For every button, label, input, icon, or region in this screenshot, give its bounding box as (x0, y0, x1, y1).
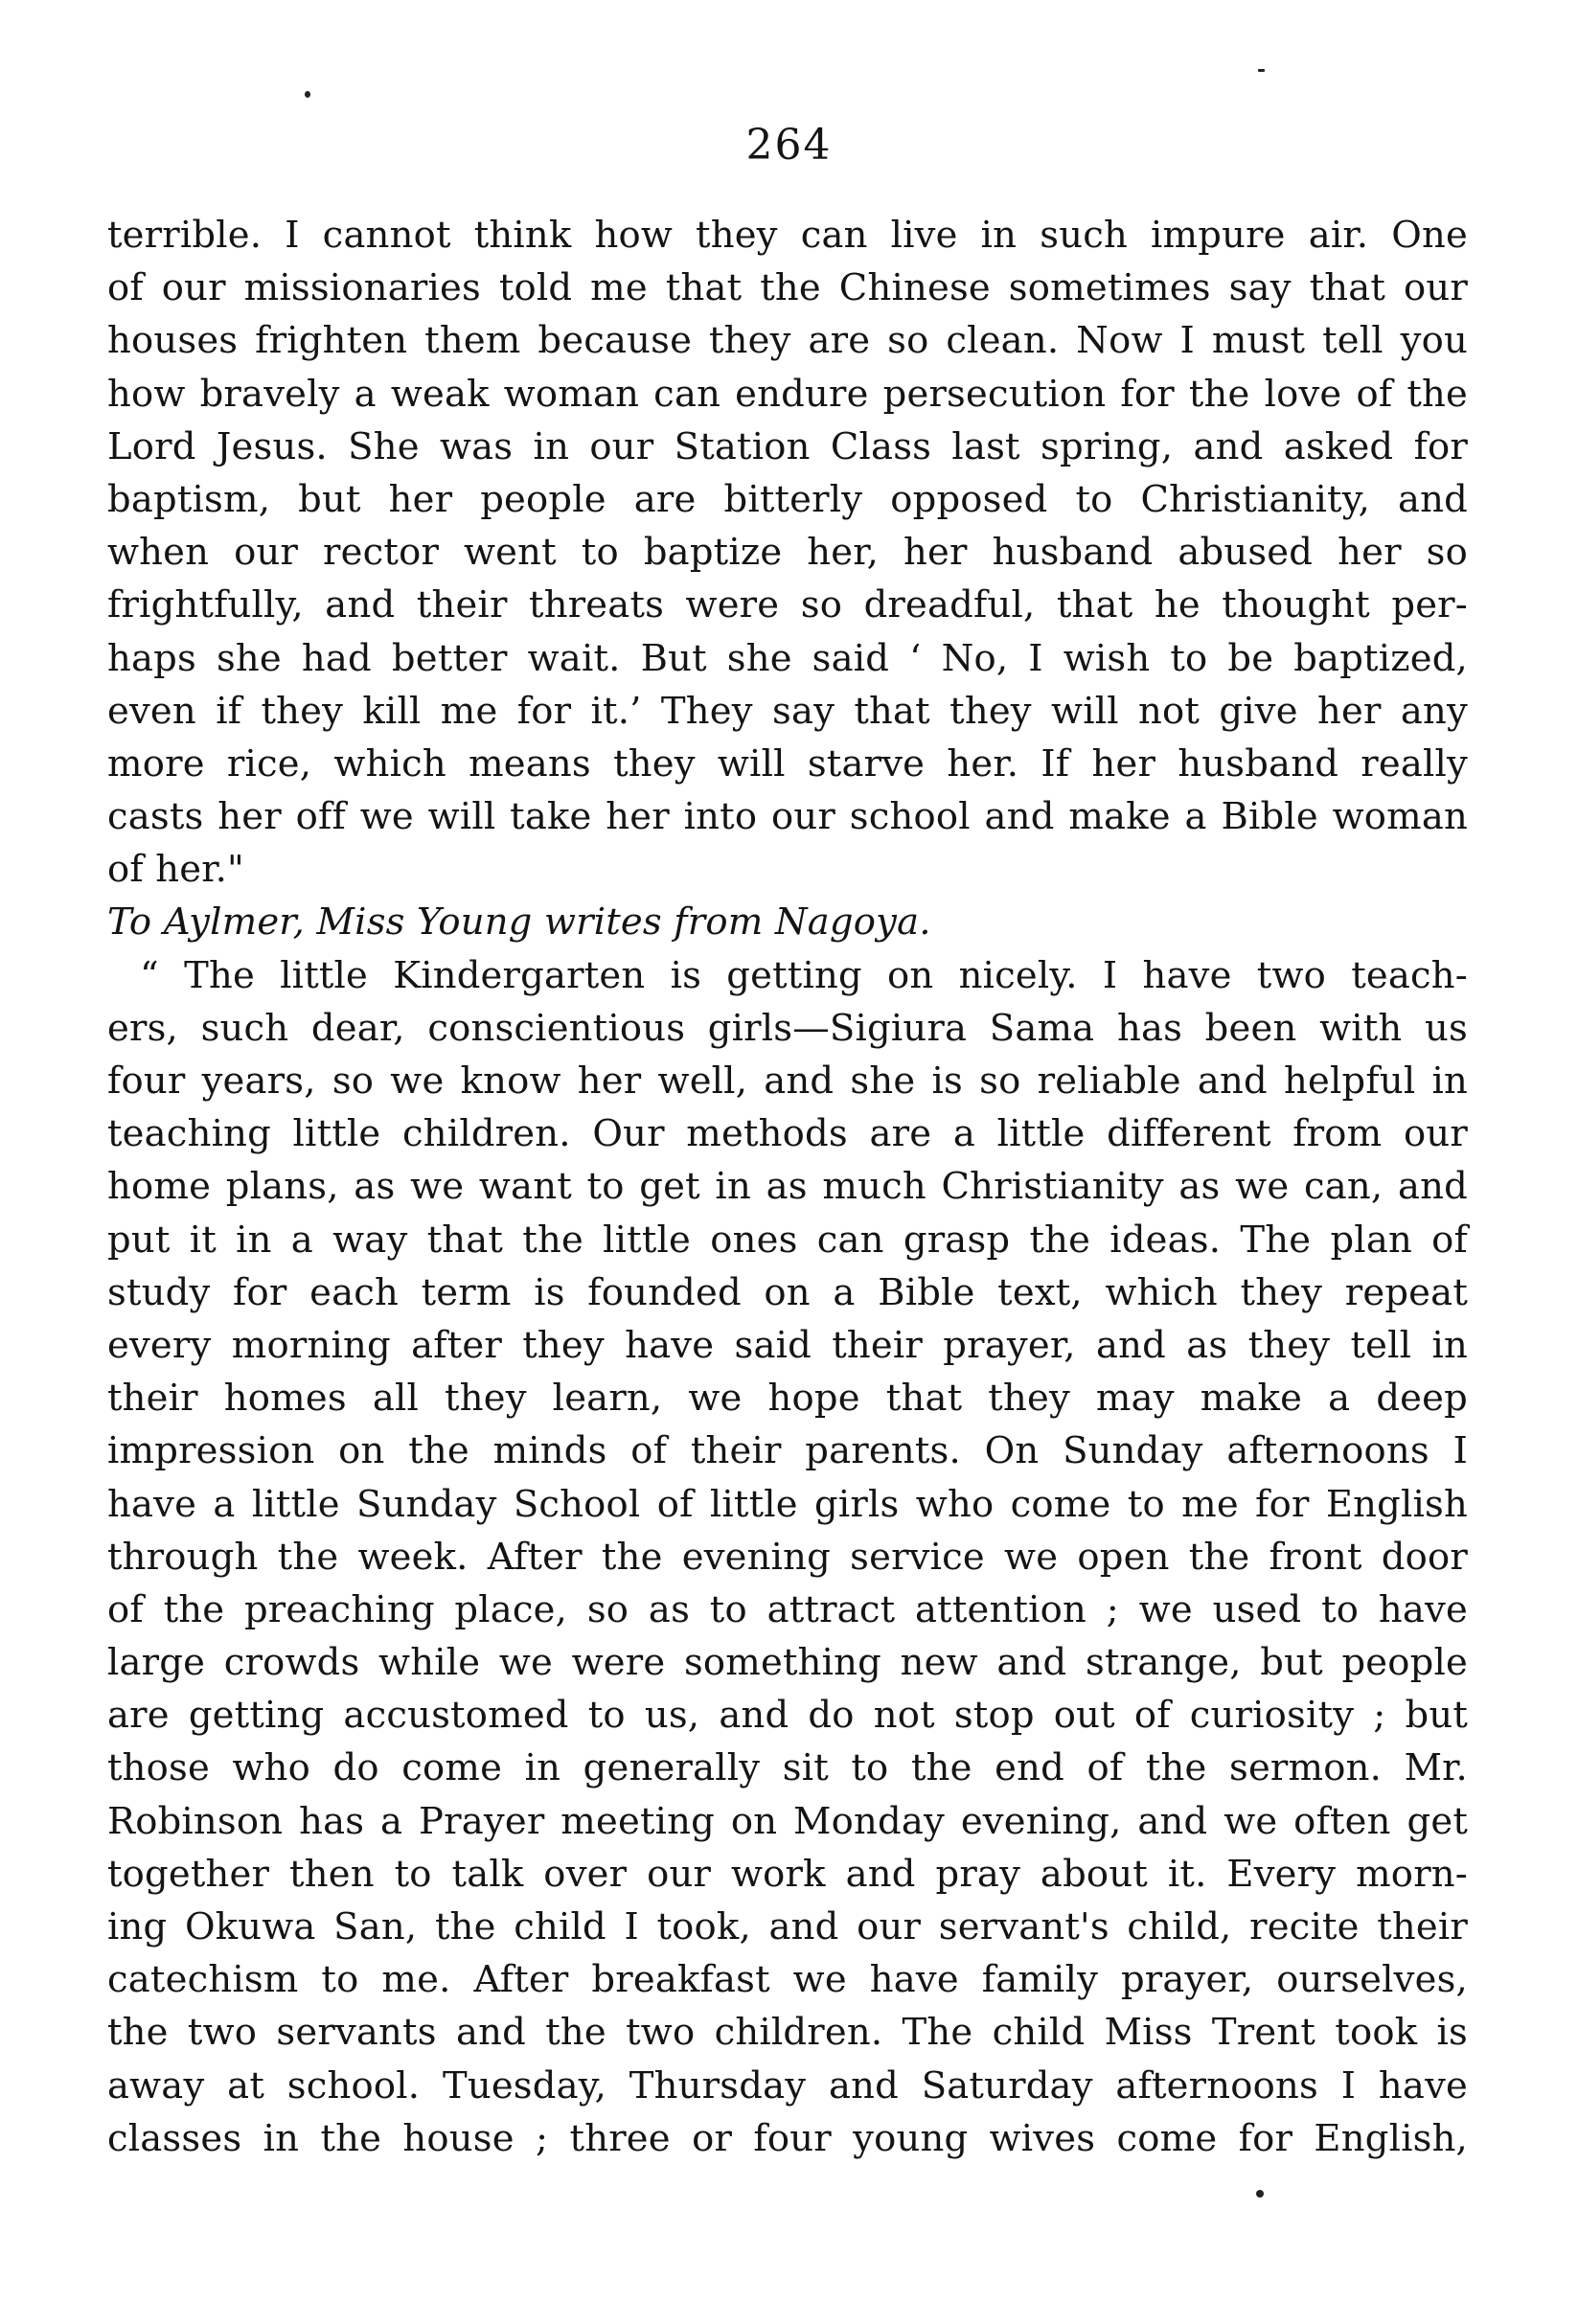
text-line: their homes all they learn, we hope that they may make a deep (107, 1377, 1468, 1421)
text-line: classes in the house ; three or four young wives come for English, (107, 2116, 1468, 2160)
text-line: impression on the minds of their parents. On Sunday afternoons I (107, 1429, 1468, 1473)
ink-speck (305, 91, 310, 98)
letter-heading: To Aylmer, Miss Young writes from Nagoya. (107, 900, 931, 945)
text-line: when our rector went to baptize her, her husband abused her so (107, 531, 1468, 575)
ink-speck (1258, 69, 1265, 72)
text-line: terrible. I cannot think how they can live in such impure air. One (107, 214, 1468, 257)
text-line: of the preaching place, so as to attract attention ; we used to have (107, 1587, 1468, 1631)
text-line: ing Okuwa San, the child I took, and our servant's child, recite their (107, 1905, 1468, 1948)
text-line: study for each term is founded on a Bible text, which they repeat (107, 1270, 1468, 1314)
text-line: are getting accustomed to us, and do not stop out of curiosity ; but (107, 1694, 1468, 1738)
text-line: even if they kill me for it.’ They say that they will not give her any (107, 689, 1468, 733)
text-line: those who do come in generally sit to the end of the sermon. Mr. (107, 1746, 1468, 1790)
text-line: frightfully, and their threats were so dreadful, that he thought per- (107, 583, 1468, 627)
text-line: how bravely a weak woman can endure persecution for the love of the (107, 372, 1468, 416)
text-line: together then to talk over our work and pray about it. Every morn- (107, 1852, 1468, 1896)
text-line: “ The little Kindergarten is getting on nicely. I have two teach- (140, 953, 1468, 997)
text-line: through the week. After the evening service we open the front door (107, 1535, 1468, 1579)
text-line: Robinson has a Prayer meeting on Monday evening, and we often get (107, 1799, 1468, 1843)
text-line: four years, so we know her well, and she is so reliable and helpful in (107, 1059, 1468, 1103)
text-line: houses frighten them because they are so clean. Now I must tell you (107, 319, 1468, 363)
page-number: 264 (745, 121, 833, 170)
text-line: more rice, which means they will starve her. If her husband really (107, 741, 1468, 786)
text-line: have a little Sunday School of little girls who come to me for English (107, 1482, 1468, 1526)
text-line: away at school. Tuesday, Thursday and Saturday afternoons I have (107, 2063, 1468, 2108)
text-line: the two servants and the two children. The child Miss Trent took is (107, 2011, 1468, 2055)
body-text (107, 209, 1468, 2165)
text-line: every morning after they have said their prayer, and as they tell in (107, 1323, 1468, 1367)
text-line: teaching little children. Our methods are a little different from our (107, 1112, 1468, 1156)
text-line: of our missionaries told me that the Chinese sometimes say that our (107, 266, 1468, 310)
ink-speck (1256, 2190, 1264, 2198)
text-line: baptism, but her people are bitterly opposed to Christianity, and (107, 477, 1468, 521)
text-line: put it in a way that the little ones can grasp the ideas. The plan of (107, 1218, 1468, 1262)
text-line: ers, such dear, conscientious girls—Sigiura Sama has been with us (107, 1006, 1468, 1050)
text-line: home plans, as we want to get in as much Christianity as we can, and (107, 1165, 1468, 1209)
text-line: casts her off we will take her into our school and make a Bible woman (107, 795, 1468, 839)
text-line: Lord Jesus. She was in our Station Class last spring, and asked for (107, 424, 1468, 468)
text-line: of her." (107, 848, 244, 892)
text-line: catechism to me. After breakfast we have family prayer, ourselves, (107, 1958, 1468, 2002)
text-line: haps she had better wait. But she said ‘ No, I wish to be baptized, (107, 636, 1468, 680)
text-line: large crowds while we were something new and strange, but people (107, 1641, 1468, 1685)
